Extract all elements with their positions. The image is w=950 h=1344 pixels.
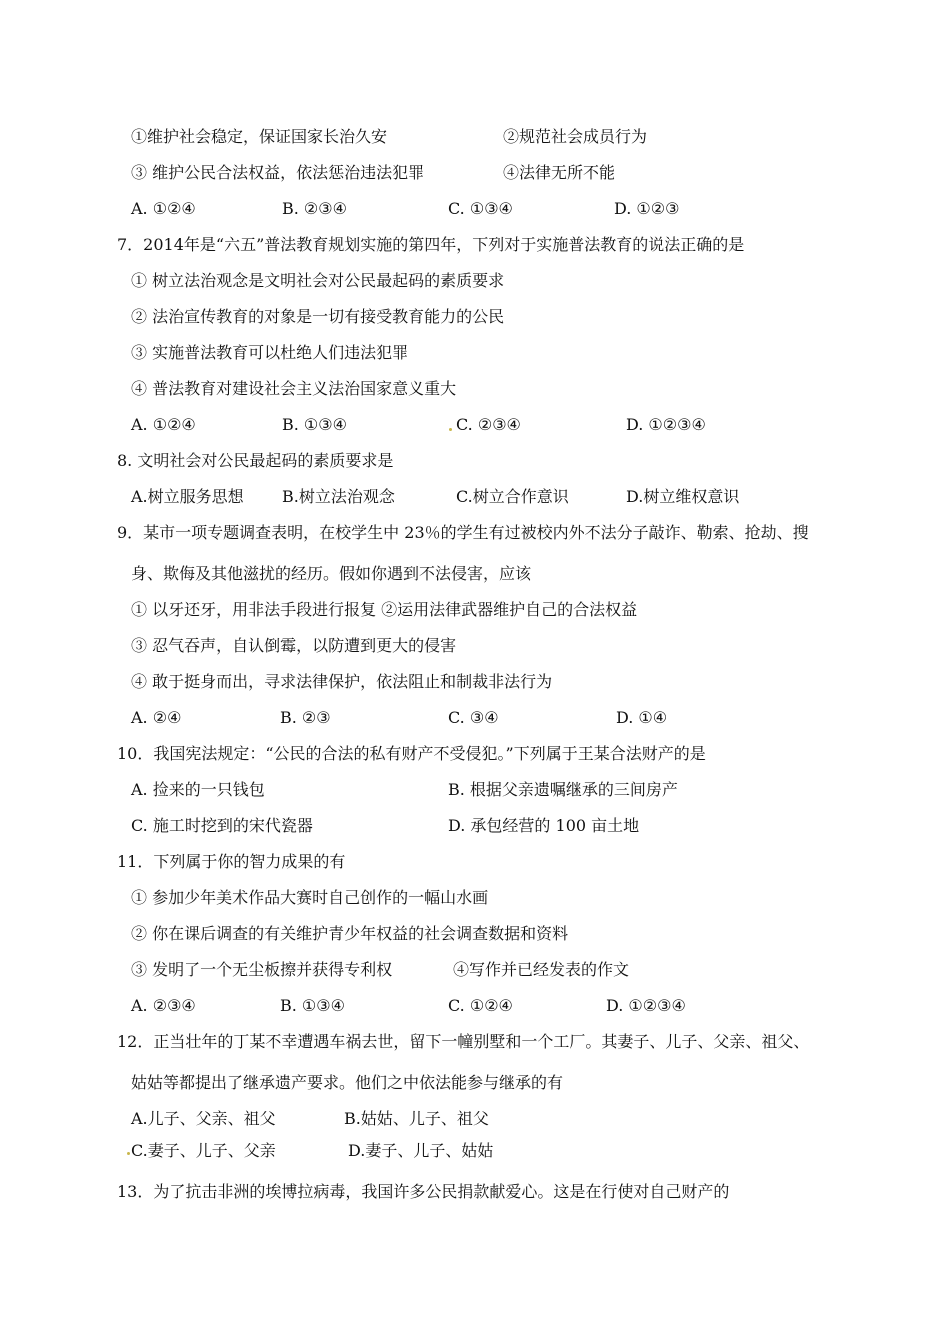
q6-option-c: C. ①③④ [448,199,513,218]
q11-option-c: C. ①②④ [448,996,513,1015]
q9-stem-line-1: 9．某市一项专题调查表明，在校学生中 23％的学生有过被校内外不法分子敲诈、勒索、抢劫、搜 [117,523,809,542]
q10-option-c: C. 施工时挖到的宋代瓷器 [131,816,313,835]
q6-statement-2: ②规范社会成员行为 [503,127,648,146]
q8-option-d: D.树立维权意识 [626,487,740,506]
q10-option-d: D. 承包经营的 100 亩土地 [448,816,640,835]
q11-option-d: D. ①②③④ [606,996,686,1015]
q9-option-a: A. ②④ [131,708,182,727]
q10-stem: 10．我国宪法规定：“公民的合法的私有财产不受侵犯。”下列属于王某合法财产的是 [117,744,706,763]
q6-statement-4: ④法律无所不能 [503,163,616,182]
q9-option-b: B. ②③ [280,708,331,727]
q11-option-a: A. ②③④ [131,996,196,1015]
q11-statement-1: ① 参加少年美术作品大赛时自己创作的一幅山水画 [131,888,489,907]
q7-option-d: D. ①②③④ [626,415,706,434]
q6-option-d: D. ①②③ [614,199,680,218]
q10-option-b: B. 根据父亲遗嘱继承的三间房产 [448,780,678,799]
q7-option-c: C. ②③④ [456,415,521,434]
q8-stem: 8. 文明社会对公民最起码的素质要求是 [117,451,394,470]
q9-stem-line-2: 身、欺侮及其他滋扰的经历。假如你遇到不法侵害，应该 [131,564,532,583]
q7-stem: 7．2014年是“六五”普法教育规划实施的第四年，下列对于实施普法教育的说法正确的是 [117,235,745,254]
q11-statement-4: ④写作并已经发表的作文 [453,960,630,979]
q11-option-b: B. ①③④ [280,996,345,1015]
q7-option-b: B. ①③④ [282,415,347,434]
q13-stem: 13．为了抗击非洲的埃博拉病毒，我国许多公民捐款献爱心。这是在行使对自己财产的 [117,1182,730,1201]
q12-option-a: A.儿子、父亲、祖父 [131,1109,276,1128]
q7-statement-1: ① 树立法治观念是文明社会对公民最起码的素质要求 [131,271,505,290]
q9-option-c: C. ③④ [448,708,499,727]
q7-statement-3: ③ 实施普法教育可以杜绝人们违法犯罪 [131,343,409,362]
q9-statement-3: ③ 忍气吞声，自认倒霉，以防遭到更大的侵害 [131,636,457,655]
q11-statement-2: ② 你在课后调查的有关维护青少年权益的社会调查数据和资料 [131,924,569,943]
scan-dot [127,1152,130,1155]
scan-dot [449,428,452,431]
q12-stem-line-1: 12．正当壮年的丁某不幸遭遇车祸去世，留下一幢别墅和一个工厂。其妻子、儿子、父亲、祖父、 [117,1032,810,1051]
q10-option-a: A. 捡来的一只钱包 [131,780,265,799]
q9-option-d: D. ①④ [616,708,668,727]
q6-option-a: A. ①②④ [131,199,196,218]
q8-option-b: B.树立法治观念 [282,487,395,506]
q11-statement-3: ③ 发明了一个无尘板擦并获得专利权 [131,960,393,979]
q12-stem-line-2: 姑姑等都提出了继承遗产要求。他们之中依法能参与继承的有 [131,1073,564,1092]
q12-option-d: D.妻子、儿子、姑姑 [348,1141,494,1160]
q9-statement-4: ④ 敢于挺身而出，寻求法律保护，依法阻止和制裁非法行为 [131,672,553,691]
q8-option-a: A.树立服务思想 [131,487,244,506]
q12-option-c: C.妻子、儿子、父亲 [131,1141,276,1160]
q8-option-c: C.树立合作意识 [456,487,569,506]
q12-option-b: B.姑姑、儿子、祖父 [344,1109,489,1128]
q6-statement-1: ①维护社会稳定，保证国家长治久安 [131,127,388,146]
q7-statement-2: ② 法治宣传教育的对象是一切有接受教育能力的公民 [131,307,505,326]
q7-statement-4: ④ 普法教育对建设社会主义法治国家意义重大 [131,379,457,398]
q11-stem: 11．下列属于你的智力成果的有 [117,852,346,871]
q9-statement-1-2: ① 以牙还牙，用非法手段进行报复 ②运用法律武器维护自己的合法权益 [131,600,638,619]
q7-option-a: A. ①②④ [131,415,196,434]
q6-option-b: B. ②③④ [282,199,347,218]
q6-statement-3: ③ 维护公民合法权益，依法惩治违法犯罪 [131,163,425,182]
